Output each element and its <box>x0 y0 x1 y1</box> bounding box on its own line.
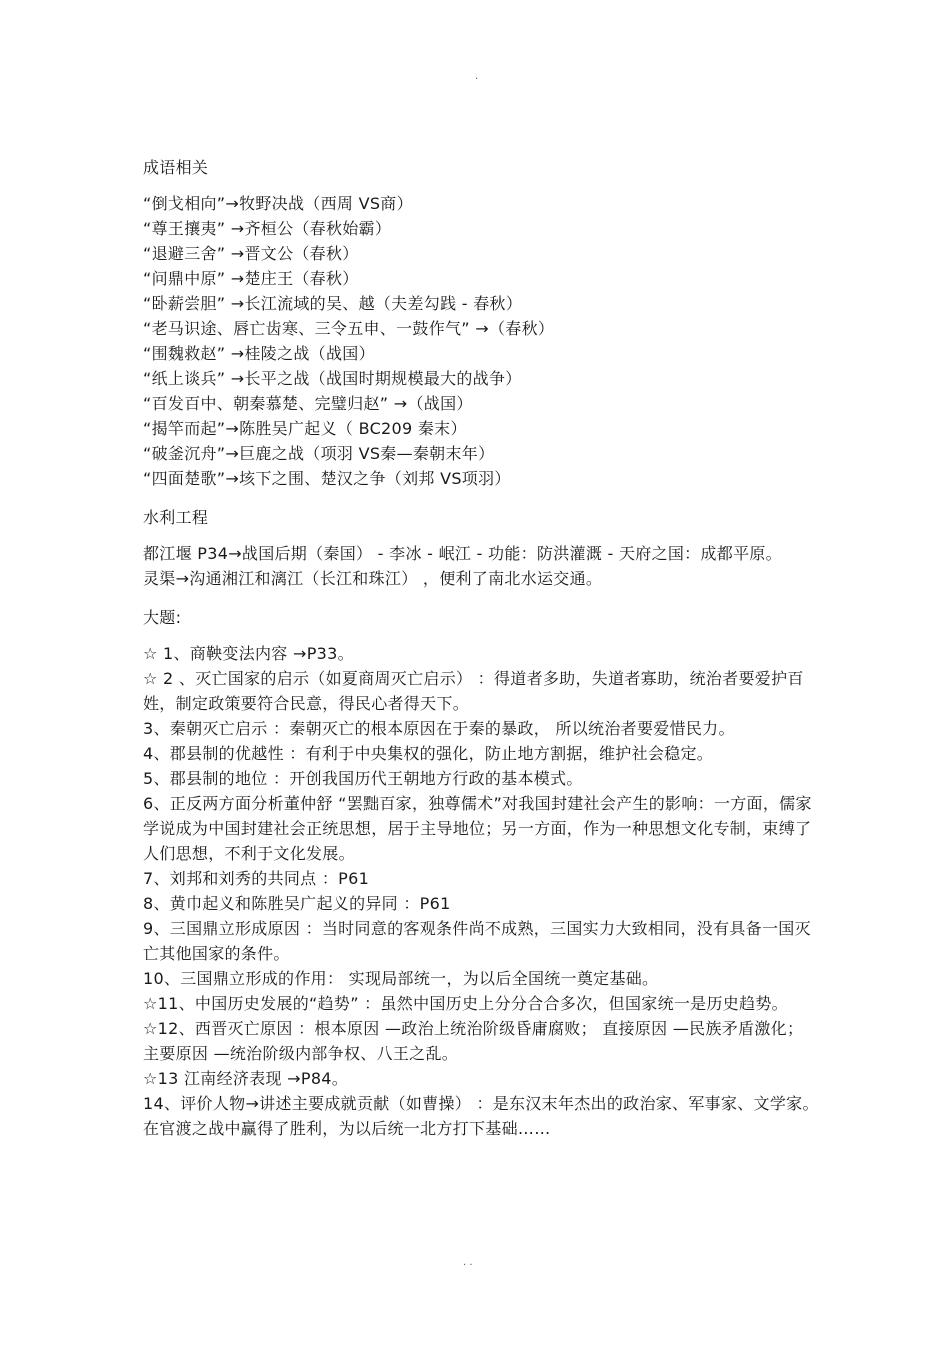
question-item: 5、郡县制的地位 ：开创我国历代王朝地方行政的基本模式。 <box>143 769 583 788</box>
idiom-line: “问鼎中原” →楚庄王（春秋） <box>143 269 359 288</box>
questions-list <box>143 641 823 1141</box>
water-paragraph: 都江堰 P34→战国后期（秦国） - 李冰 - 岷江 - 功能：防洪灌溉 - 天府之国：成都平原。 <box>143 544 782 563</box>
section-heading-idioms: 成语相关 <box>143 158 209 177</box>
idiom-line: “退避三舍” →晋文公（春秋） <box>143 244 359 263</box>
idiom-line: “卧薪尝胆” →长江流域的吴、越（夫差勾践 - 春秋） <box>143 294 523 313</box>
idiom-line: “纸上谈兵” →长平之战（战国时期规模最大的战争） <box>143 369 522 388</box>
idiom-line: “百发百中、朝秦慕楚、完璧归赵” →（战国） <box>143 394 473 413</box>
question-item: 7、刘邦和刘秀的共同点 ：P61 <box>143 869 370 888</box>
question-item: 6、正反两方面分析董仲舒 “罢黜百家，独尊儒术”对我国封建社会产生的影响：一方面，儒家学说成为中国封建社会正统思想，居于主导地位；另一方面，作为一种思想文化专制，束缚了人们思想，不利于文化发展。 <box>143 794 812 863</box>
question-item: ☆11、中国历史发展的“趋势” ：虽然中国历史上分分合合多次，但国家统一是历史趋势。 <box>143 994 788 1013</box>
question-item: 3、秦朝灭亡启示 ：秦朝灭亡的根本原因在于秦的暴政， 所以统治者要爱惜民力。 <box>143 719 735 738</box>
idiom-line: “倒戈相向”→牧野决战（西周 VS商） <box>143 194 413 213</box>
question-item: ☆12、西晋灭亡原因 ：根本原因 —政治上统治阶级昏庸腐败； 直接原因 —民族矛盾激化； 主要原因 —统治阶级内部争权、八王之乱。 <box>143 1019 804 1063</box>
section-heading-questions: 大题: <box>143 608 182 627</box>
idiom-line: “老马识途、唇亡齿寒、三令五申、一鼓作气” →（春秋） <box>143 319 555 338</box>
document-body <box>143 155 823 1141</box>
water-list <box>143 541 823 591</box>
idiom-line: “围魏救赵” →桂陵之战（战国） <box>143 344 375 363</box>
question-item: 9、三国鼎立形成原因 ：当时同意的客观条件尚不成熟，三国实力大致相同，没有具备一国灭亡其他国家的条件。 <box>143 919 811 963</box>
question-item: ☆ 2 、灭亡国家的启示（如夏商周灭亡启示） ：得道者多助，失道者寡助，统治者要爱护百姓，制定政策要符合民意，得民心者得天下。 <box>143 669 804 713</box>
question-item: 10、三国鼎立形成的作用： 实现局部统一，为以后全国统一奠定基础。 <box>143 969 659 988</box>
question-item: 14、评价人物→讲述主要成就贡献（如曹操） ：是东汉末年杰出的政治家、军事家、文学家。在官渡之战中赢得了胜利，为以后统一北方打下基础…… <box>143 1094 819 1138</box>
idiom-line: “尊王攘夷” →齐桓公（春秋始霸） <box>143 219 392 238</box>
idioms-list <box>143 191 823 491</box>
question-item: 8、黄巾起义和陈胜吴广起义的异同 ：P61 <box>143 894 451 913</box>
top-page-mark: . <box>475 71 479 82</box>
question-item: 4、郡县制的优越性 ：有利于中央集权的强化，防止地方割据，维护社会稳定。 <box>143 744 714 763</box>
idiom-line: “破釜沉舟”→巨鹿之战（项羽 VS秦—秦朝末年） <box>143 444 495 463</box>
question-item: ☆13 江南经济表现 →P84。 <box>143 1069 349 1088</box>
idiom-line: “四面楚歌”→垓下之围、楚汉之争（刘邦 VS项羽） <box>143 469 511 488</box>
idiom-line: “揭竿而起”→陈胜吴广起义（ BC209 秦末） <box>143 419 467 438</box>
bottom-page-mark: . . <box>463 1257 473 1268</box>
section-heading-water: 水利工程 <box>143 508 209 527</box>
question-item: ☆ 1、商鞅变法内容 →P33。 <box>143 644 354 663</box>
water-paragraph: 灵渠→沟通湘江和漓江（长江和珠江） ，便利了南北水运交通。 <box>143 569 603 588</box>
